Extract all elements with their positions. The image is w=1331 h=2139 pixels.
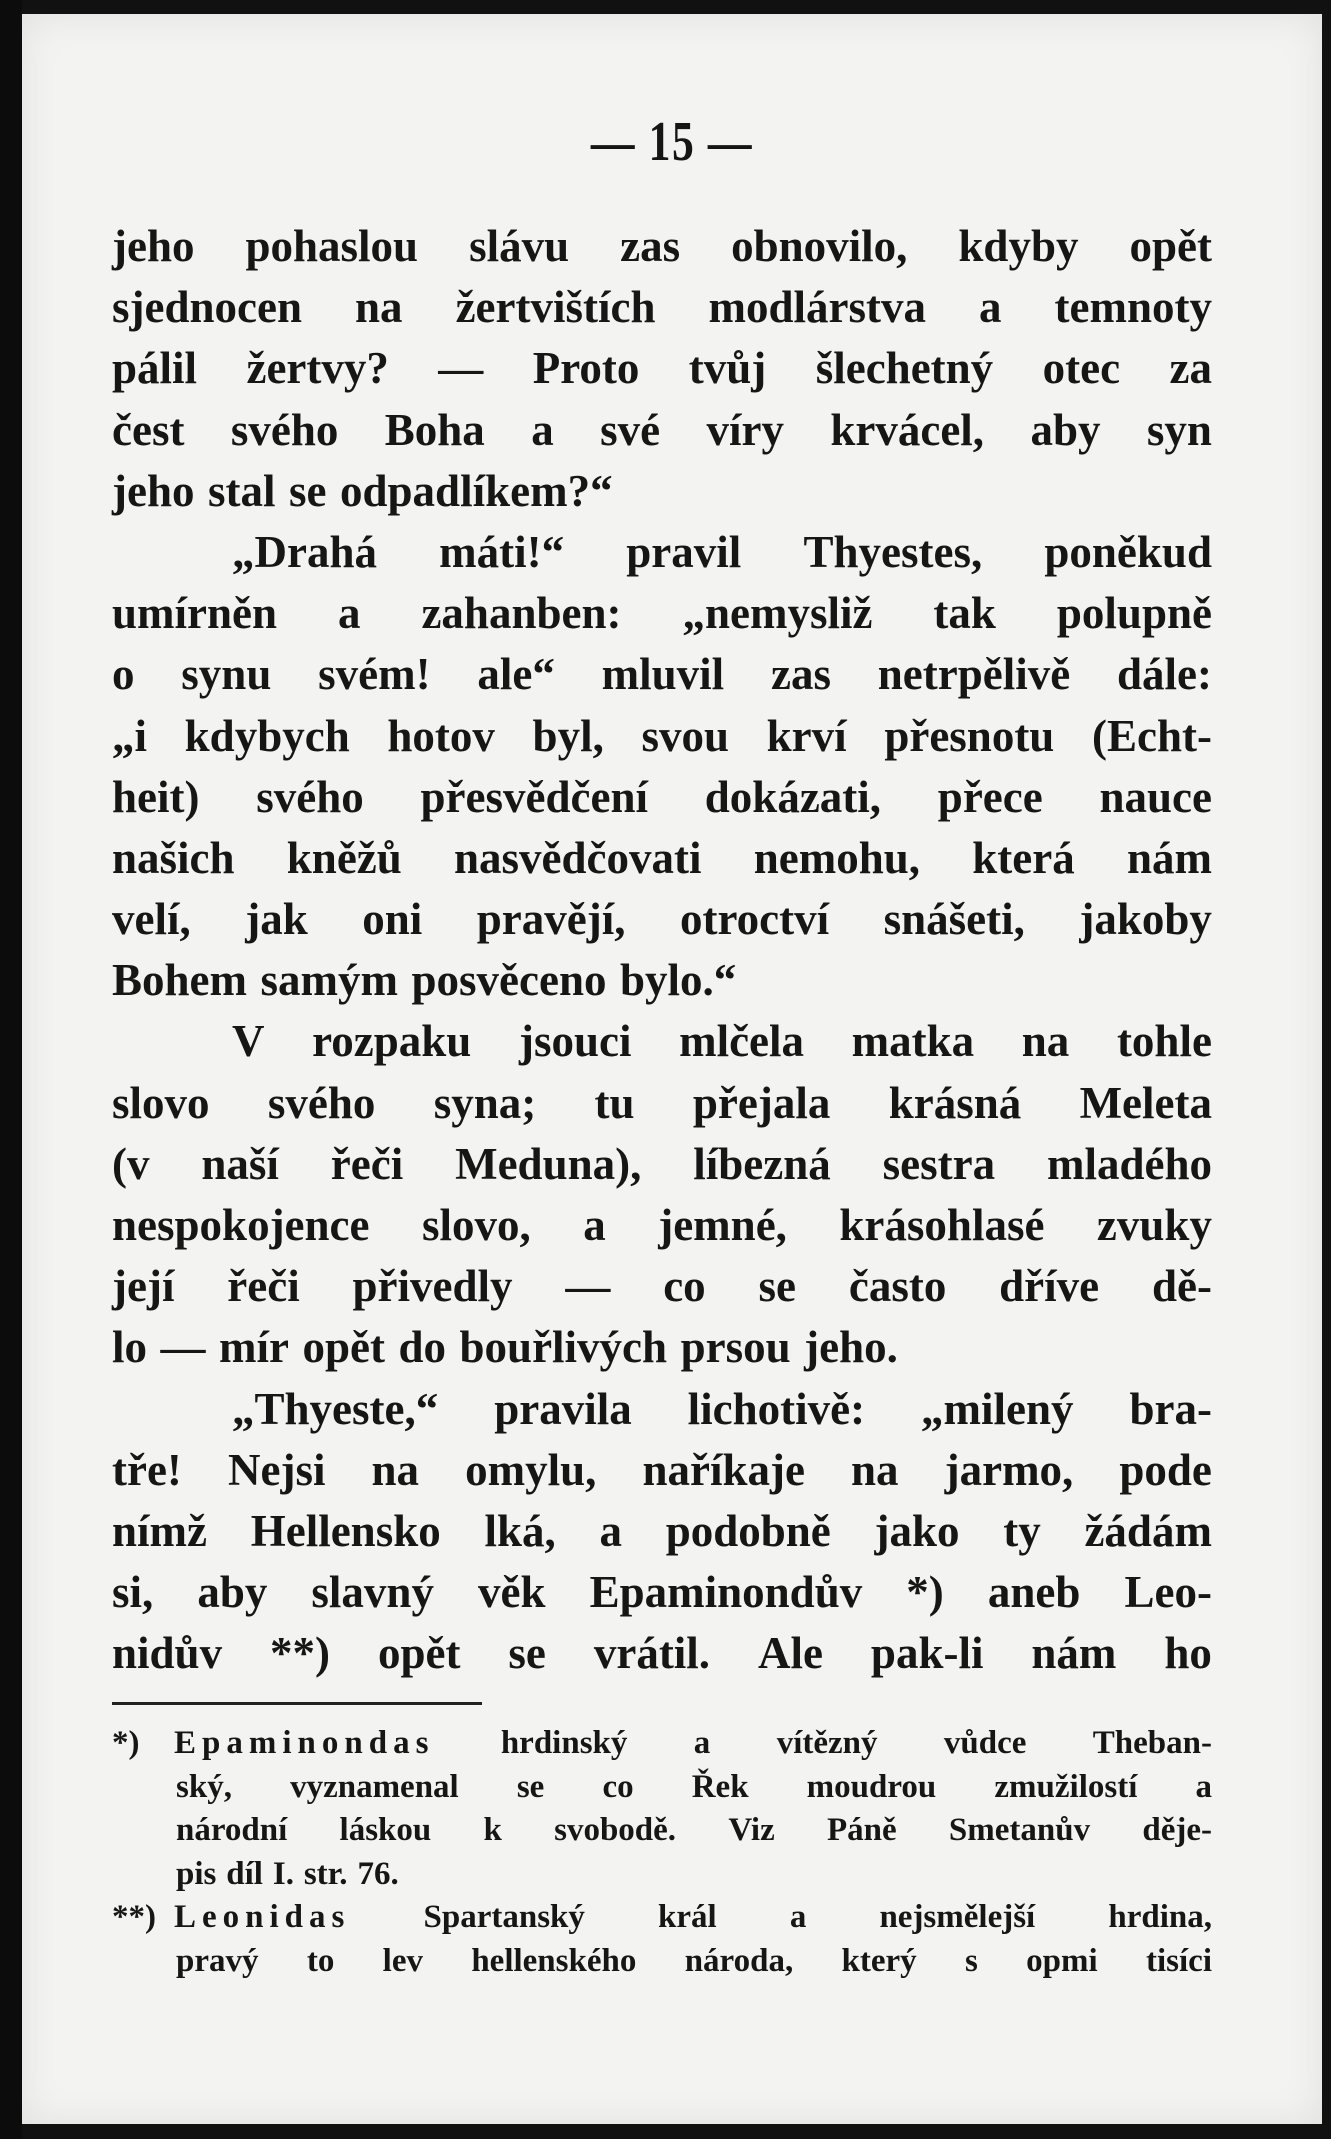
word: na [371,1444,420,1495]
word: mladého [1046,1138,1212,1189]
word: „Thyeste,“ [232,1383,439,1434]
word: přivedly [352,1261,513,1312]
word: krvácel, [830,404,985,455]
word: heit) [112,771,200,822]
word: na [355,282,403,333]
word: král [658,1899,717,1936]
word: řeči [330,1138,404,1189]
word: aby [197,1567,268,1618]
word: se [508,1628,546,1679]
word: ale“ [477,649,555,700]
word: sjednocen [112,282,302,333]
word: co [602,1768,634,1805]
word: „milený [921,1383,1074,1434]
word: zas [770,649,831,700]
word: Theban- [1092,1725,1212,1761]
page-binding-edge [0,0,22,2139]
word: vítězný [776,1725,878,1761]
word: svou [641,710,730,761]
text-line [112,1562,1212,1623]
word: stal [208,465,276,516]
word: děje- [1142,1812,1212,1849]
text-line [112,338,1212,399]
word: pravil [626,526,742,577]
word: zvuky [1096,1200,1212,1250]
word: — [438,343,484,394]
word: svém! [318,649,431,700]
body-text [112,216,1212,1685]
text-line [112,1379,1212,1440]
text-line [112,216,1212,277]
word: krásná [888,1077,1022,1128]
word: Ale [758,1628,823,1679]
word: otec [1042,343,1121,394]
text-line [112,583,1212,644]
word: často [848,1261,947,1312]
word: Páně [827,1812,897,1849]
word: se [289,465,327,516]
text-line [112,889,1212,950]
word: jakoby [1079,894,1212,945]
word: s [965,1942,978,1979]
word: jsouci [518,1016,632,1067]
word: dokázati, [704,771,882,822]
word: si, [112,1567,154,1618]
word: kdyby [958,221,1079,271]
word: „i [112,710,148,761]
word: — [160,1322,206,1373]
word: národní [176,1812,288,1849]
word: 76. [357,1855,399,1892]
word: lichotivě: [687,1383,866,1434]
word: slávu [469,221,570,271]
footnote-mark: **) [112,1899,156,1936]
word: sestra [882,1138,996,1189]
word: a [979,282,1002,333]
word: nidův [112,1628,223,1679]
word: jemné, [658,1200,787,1250]
footnote-line [112,1896,1212,1940]
word: díl [226,1855,263,1892]
word: zas [620,221,681,271]
word: pravějí, [476,894,626,945]
word: její [112,1261,175,1312]
word: svého [230,404,339,455]
text-line [112,400,1212,461]
footnote-line [112,1722,1212,1766]
word: Hellensko [250,1505,441,1556]
word: pode [1119,1444,1212,1495]
word: a [693,1725,711,1761]
word: byl, [532,710,604,761]
text-line [112,1011,1212,1072]
word: (v [112,1138,150,1189]
word: zahanben: [421,588,622,639]
word: hrdina, [1108,1899,1212,1936]
word: Spartanský [423,1899,585,1936]
word: nám [1126,832,1212,883]
word: žádám [1084,1505,1212,1556]
word: syn [1146,404,1212,455]
word: víry [706,404,784,455]
word: ty [1003,1505,1041,1556]
word: omylu, [465,1444,597,1495]
word: pravý [176,1942,259,1979]
word: Nejsi [227,1444,326,1495]
word: své [600,404,661,455]
word: bylo.“ [619,955,737,1006]
word: Boha [384,404,485,455]
word: svého [256,771,364,822]
word: oni [362,894,423,945]
word: velí, [112,894,191,945]
word: věk [478,1567,546,1618]
word: pis [176,1855,217,1892]
word: tu [594,1077,635,1128]
word: se [516,1768,545,1805]
word: nejsmělejší [879,1899,1036,1936]
word: přesvědčení [420,771,648,822]
word: krví [766,710,847,761]
word: odpadlíkem?“ [340,465,613,516]
word: kněžů [286,832,402,883]
word: jeho. [804,1322,898,1373]
word: hellenského [471,1942,637,1979]
footnote-line [112,1766,1212,1810]
word: se [758,1261,797,1312]
word: netrpělivě [877,649,1071,700]
word: matka [851,1016,975,1067]
word: podobně [665,1505,831,1556]
word: přejala [692,1077,831,1128]
word: krásohlasé [839,1200,1045,1250]
word: tak [933,588,996,639]
word: nemohu, [753,832,921,883]
footnote-lead [112,1722,434,1766]
word: polupně [1056,588,1212,639]
word: co [663,1261,706,1312]
word: jeho [112,465,195,516]
word: mlčela [679,1016,805,1067]
text-line [112,1440,1212,1501]
word: láskou [339,1812,432,1849]
word: vrátil. [593,1628,711,1679]
word: na [1021,1016,1070,1067]
text-line [112,1195,1212,1256]
word: žertvy? [246,343,389,394]
word: přesnotu [884,710,1055,761]
word: ský, [176,1768,232,1805]
word: syna; [433,1077,537,1128]
word: lev [382,1942,423,1979]
word: jeho [112,221,195,271]
word: opět [302,1322,385,1373]
word: opmi [1026,1942,1098,1979]
text-line [112,1317,1212,1378]
book-page [22,14,1322,2124]
word: která [972,832,1075,883]
word: nímž [112,1505,207,1556]
word: a [583,1200,606,1250]
word: *) [906,1567,944,1618]
footnote-line [112,1853,1212,1897]
word: líbezná [693,1138,831,1189]
footnote-name: Epaminondas [174,1725,435,1761]
word: V [232,1016,265,1067]
word: Řek [691,1768,749,1805]
text-line [112,522,1212,583]
word: vyznamenal [290,1768,459,1805]
word: Meduna), [455,1138,642,1189]
word: Thyestes, [803,526,983,577]
text-line [112,828,1212,889]
word: I. [272,1855,294,1892]
word: pravila [494,1383,632,1434]
word: obnovilo, [731,221,908,271]
word: který [841,1942,917,1979]
word: opět [377,1628,461,1679]
word: dříve [999,1261,1100,1312]
word: aneb [987,1567,1081,1618]
word: a [1195,1768,1212,1805]
text-line [112,950,1212,1011]
word: Proto [532,343,640,394]
word: naříkaje [642,1444,805,1495]
word: národa, [684,1942,794,1979]
footnote-lead [112,1896,350,1940]
word: mluvil [601,649,725,700]
word: slavný [311,1567,434,1618]
word: hrdinský [500,1725,628,1761]
word: poněkud [1044,526,1212,577]
page-number: — 15 — [590,111,754,173]
word: naší [201,1138,279,1189]
word: nám [1031,1628,1117,1679]
word: Viz [728,1812,775,1849]
word: vůdce [943,1725,1027,1761]
word: prsou [680,1322,791,1373]
word: mír [219,1322,289,1373]
word: Epaminondův [589,1567,863,1618]
word: — [565,1261,611,1312]
word: čest [112,404,185,455]
footnote-mark: *) [112,1725,140,1761]
text-line [112,1134,1212,1195]
word: rozpaku [312,1016,472,1067]
text-line [112,1256,1212,1317]
word: Bohem [112,955,247,1006]
word: to [306,1942,335,1979]
word: „nemysliž [682,588,873,639]
word: Smetanův [948,1812,1091,1849]
text-line [112,277,1212,338]
word: pohaslou [245,221,419,271]
footnote-name: Leonidas [174,1899,351,1936]
word: lo [112,1322,148,1373]
text-line [112,1623,1212,1684]
word: ho [1164,1628,1212,1679]
word: otroctví [680,894,830,945]
word: posvěceno [411,955,607,1006]
word: **) [270,1628,331,1679]
text-line [112,644,1212,705]
word: jako [874,1505,960,1556]
word: pak-li [870,1628,984,1679]
word: str. [303,1855,348,1892]
word: nespokojence [112,1200,370,1250]
text-line [112,461,1212,522]
word: opět [1129,221,1212,271]
word: temnoty [1054,282,1212,333]
word: k [483,1812,502,1849]
word: hotov [387,710,495,761]
word: moudrou [806,1768,937,1805]
word: a [599,1505,622,1556]
word: tohle [1116,1016,1212,1067]
word: jarmo, [944,1444,1074,1495]
footnote-rule [112,1702,482,1705]
word: a [337,588,361,639]
word: na [851,1444,899,1495]
word: samým [260,955,398,1006]
word: lká, [484,1505,556,1556]
word: zmužilostí [994,1768,1138,1805]
footnotes [112,1722,1212,1984]
text-line [112,706,1212,767]
word: aby [1030,404,1101,455]
word: o [112,649,135,700]
word: synu [181,649,272,700]
word: žertvištích [455,282,656,333]
word: jak [245,894,308,945]
word: svobodě. [554,1812,677,1849]
word: umírněn [112,588,278,639]
word: tvůj [688,343,767,394]
word: bouřlivých [459,1322,668,1373]
word: dě- [1151,1261,1212,1312]
text-line [112,1073,1212,1134]
word: a [789,1899,807,1936]
word: Leo- [1124,1567,1212,1618]
word: tře! [112,1444,182,1495]
footnote-line [112,1809,1212,1853]
word: snášeti, [883,894,1025,945]
text-line [112,767,1212,828]
word: pálil [112,343,198,394]
word: Meleta [1079,1077,1212,1128]
word: do [398,1322,447,1373]
word: našich [112,832,235,883]
word: bra- [1129,1383,1212,1434]
word: tisíci [1146,1942,1212,1979]
footnote-line [112,1940,1212,1984]
word: přece [937,771,1043,822]
word: svého [267,1077,376,1128]
word: kdybych [184,710,350,761]
word: dále: [1116,649,1212,700]
word: (Echt- [1091,710,1212,761]
word: a [531,404,554,455]
word: nauce [1099,771,1212,822]
word: nasvědčovati [454,832,702,883]
word: slovo [112,1077,210,1128]
word: slovo, [421,1200,531,1250]
word: máti!“ [439,526,565,577]
word: řeči [227,1261,300,1312]
text-line [112,1501,1212,1562]
word: modlárstva [708,282,926,333]
word: „Drahá [232,526,377,577]
word: šlechetný [815,343,994,394]
word: za [1169,343,1212,394]
